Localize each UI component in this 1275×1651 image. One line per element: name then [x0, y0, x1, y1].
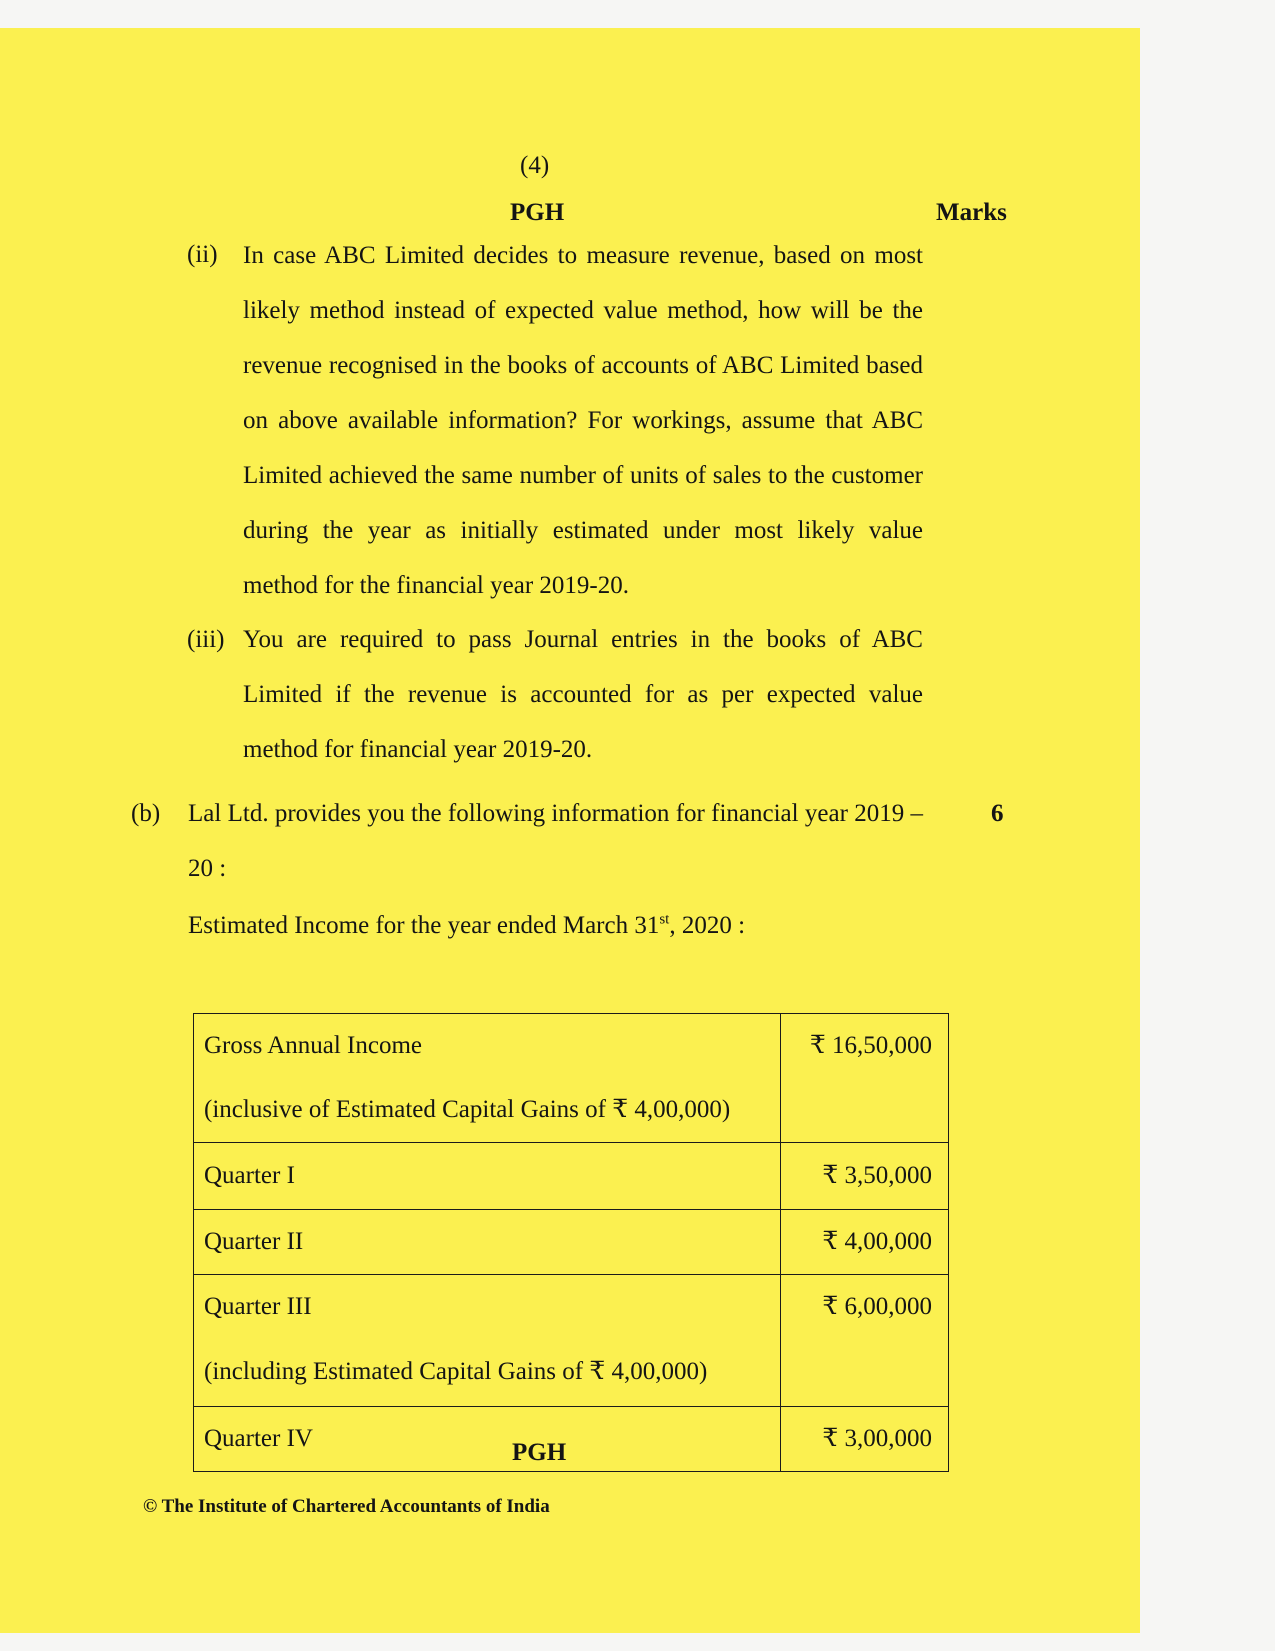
- copyright-notice: © The Institute of Chartered Accountants of India: [143, 1496, 550, 1517]
- table-cell-label: [194, 1407, 781, 1472]
- table-cell-label: [194, 1210, 781, 1275]
- table-cell-label: [194, 1014, 781, 1143]
- marks-label: Marks: [936, 199, 1007, 226]
- row-label: Quarter II: [204, 1228, 304, 1255]
- paper-code-header: PGH: [510, 199, 565, 226]
- row-label: Gross Annual Income: [204, 1032, 423, 1059]
- estimated-income-sup: st: [659, 911, 670, 928]
- table-cell-amount: [781, 1407, 949, 1472]
- row-sublabel: (inclusive of Estimated Capital Gains of ₹ 4,00,000): [204, 1096, 731, 1123]
- table-cell-label: [194, 1143, 781, 1210]
- question-ii-text: In case ABC Limited decides to measure revenue, based on most likely method instead of expected value method, how will be the revenue recognised in the books of accounts of ABC Limited based on above available information? For workings, assume that ABC Limited achieved the same number of units of sales to the customer during the year as initially estimated under most likely value method for the financial year 2019-20.: [243, 242, 923, 599]
- paper-code-footer: PGH: [512, 1439, 567, 1466]
- table-cell-amount: [781, 1275, 949, 1407]
- row-amount: ₹ 16,50,000: [809, 1032, 932, 1059]
- row-amount: ₹ 6,00,000: [822, 1293, 932, 1320]
- estimated-income-prefix: Estimated Income for the year ended March 31: [188, 912, 660, 939]
- table-cell-label: [194, 1275, 781, 1407]
- question-ii-label: (ii): [187, 241, 218, 268]
- row-label: Quarter I: [204, 1162, 295, 1189]
- row-amount: ₹ 3,50,000: [822, 1162, 932, 1189]
- table-cell-amount: [781, 1210, 949, 1275]
- question-iii-text: You are required to pass Journal entries in the books of ABC Limited if the revenue is accounted for as per expected value method for financial year 2019-20.: [243, 626, 923, 763]
- table-row: [194, 1275, 949, 1407]
- table-row: [194, 1143, 949, 1210]
- row-amount: ₹ 4,00,000: [822, 1228, 932, 1255]
- table-row: [194, 1210, 949, 1275]
- estimated-income-table: [193, 1013, 949, 1472]
- question-b-marks: 6: [991, 800, 1004, 827]
- question-b-label: (b): [131, 800, 161, 827]
- row-sublabel: (including Estimated Capital Gains of ₹ 4,00,000): [204, 1358, 708, 1385]
- table-cell-amount: [781, 1014, 949, 1143]
- question-b-text: Lal Ltd. provides you the following information for financial year 2019 – 20 :: [188, 800, 923, 882]
- estimated-income-heading: [188, 912, 745, 940]
- row-label: Quarter III: [204, 1293, 312, 1320]
- table-row: [194, 1407, 949, 1472]
- row-label: Quarter IV: [204, 1425, 313, 1452]
- page-number: (4): [520, 152, 550, 179]
- row-amount: ₹ 3,00,000: [822, 1425, 932, 1452]
- estimated-income-suffix: , 2020 :: [669, 912, 746, 939]
- question-iii-label: (iii): [187, 626, 225, 653]
- table-cell-amount: [781, 1143, 949, 1210]
- table-row: [194, 1014, 949, 1143]
